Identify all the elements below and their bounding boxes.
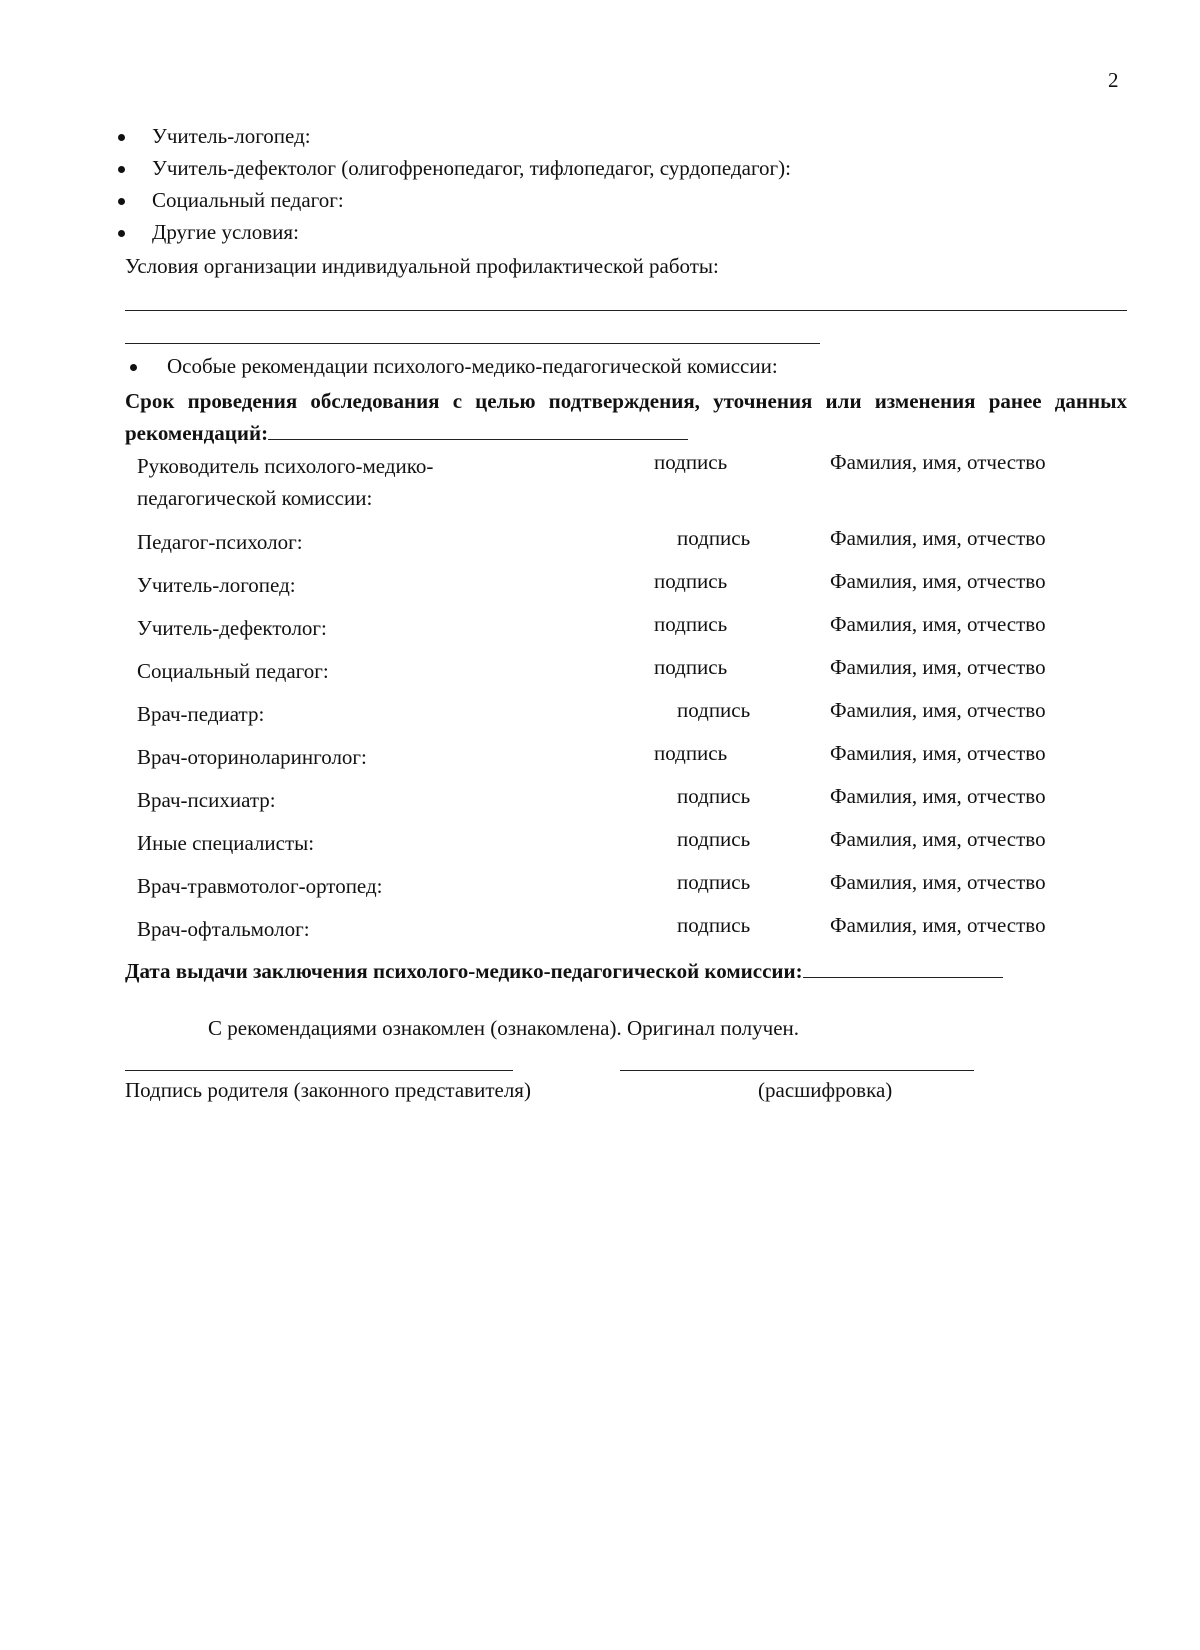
signature-placeholder: подпись bbox=[654, 450, 728, 474]
bullet-text: Социальный педагог: bbox=[152, 188, 344, 212]
full-name-placeholder: Фамилия, имя, отчество bbox=[830, 526, 1046, 550]
signatory-role: Иные специалисты: bbox=[137, 831, 315, 855]
signature-placeholder: подпись bbox=[654, 569, 728, 593]
bullet-icon bbox=[130, 364, 137, 371]
full-name-placeholder: Фамилия, имя, отчество bbox=[830, 827, 1046, 851]
signature-row bbox=[137, 450, 1097, 510]
parent-signature-label: Подпись родителя (законного представителя) bbox=[125, 1078, 531, 1102]
signatory-role: Учитель-дефектолог: bbox=[137, 616, 327, 640]
special-recommendations-label: Особые рекомендации психолого-медико-педагогической комиссии: bbox=[167, 354, 778, 378]
signature-row bbox=[137, 870, 1097, 900]
page-number: 2 bbox=[1108, 68, 1119, 92]
signatory-role: Социальный педагог: bbox=[137, 659, 329, 683]
conditions-bullet-list bbox=[112, 124, 791, 252]
special-recommendations-item bbox=[130, 354, 778, 379]
bullet-text: Учитель-логопед: bbox=[152, 124, 311, 148]
signatory-role: Врач-оториноларинголог: bbox=[137, 745, 367, 769]
signature-placeholder: подпись bbox=[677, 827, 751, 851]
prevention-conditions-fill-line bbox=[125, 310, 1127, 311]
full-name-placeholder: Фамилия, имя, отчество bbox=[830, 450, 1046, 474]
prevention-conditions-label: Условия организации индивидуальной профилактической работы: bbox=[125, 254, 719, 278]
full-name-placeholder: Фамилия, имя, отчество bbox=[830, 741, 1046, 765]
issue-date-fill-line bbox=[803, 955, 1003, 978]
signature-row bbox=[137, 655, 1097, 685]
signatory-role: Врач-педиатр: bbox=[137, 702, 265, 726]
issue-date-label: Дата выдачи заключения психолого-медико-педагогической комиссии: bbox=[125, 959, 803, 983]
signature-placeholder: подпись bbox=[677, 784, 751, 808]
signatory-role: Врач-психиатр: bbox=[137, 788, 276, 812]
full-name-placeholder: Фамилия, имя, отчество bbox=[830, 612, 1046, 636]
full-name-placeholder: Фамилия, имя, отчество bbox=[830, 870, 1046, 894]
full-name-placeholder: Фамилия, имя, отчество bbox=[830, 913, 1046, 937]
signature-row bbox=[137, 569, 1097, 599]
signature-row bbox=[137, 612, 1097, 642]
signatory-role: Руководитель психолого-медико-педагогической комиссии: bbox=[137, 454, 434, 510]
issue-date bbox=[125, 955, 1003, 984]
decoding-line bbox=[620, 1070, 974, 1071]
bullet-icon bbox=[118, 198, 125, 205]
bullet-item bbox=[112, 156, 791, 188]
bullet-item bbox=[112, 220, 791, 252]
bullet-icon bbox=[118, 230, 125, 237]
prevention-conditions-fill-line bbox=[125, 343, 820, 344]
signature-row bbox=[137, 784, 1097, 814]
signature-placeholder: подпись bbox=[677, 698, 751, 722]
signature-placeholder: подпись bbox=[654, 741, 728, 765]
signature-row bbox=[137, 741, 1097, 771]
signature-placeholder: подпись bbox=[677, 526, 751, 550]
signature-placeholder: подпись bbox=[654, 655, 728, 679]
signature-row bbox=[137, 526, 1097, 556]
full-name-placeholder: Фамилия, имя, отчество bbox=[830, 784, 1046, 808]
full-name-placeholder: Фамилия, имя, отчество bbox=[830, 698, 1046, 722]
signature-row bbox=[137, 827, 1097, 857]
bullet-text: Другие условия: bbox=[152, 220, 299, 244]
bullet-icon bbox=[118, 166, 125, 173]
decoding-label: (расшифровка) bbox=[758, 1078, 893, 1102]
signature-placeholder: подпись bbox=[677, 870, 751, 894]
examination-term bbox=[125, 386, 1127, 449]
signatory-role: Врач-офтальмолог: bbox=[137, 917, 310, 941]
bullet-icon bbox=[118, 134, 125, 141]
examination-term-fill-line bbox=[268, 417, 688, 440]
signatory-role: Учитель-логопед: bbox=[137, 573, 296, 597]
signature-placeholder: подпись bbox=[654, 612, 728, 636]
full-name-placeholder: Фамилия, имя, отчество bbox=[830, 655, 1046, 679]
bullet-item bbox=[112, 124, 791, 156]
parent-signature-line bbox=[125, 1070, 513, 1071]
bullet-text: Учитель-дефектолог (олигофренопедагог, тифлопедагог, сурдопедагог): bbox=[152, 156, 791, 180]
signatory-role: Педагог-психолог: bbox=[137, 530, 303, 554]
acknowledgement-text: С рекомендациями ознакомлен (ознакомлена). Оригинал получен. bbox=[208, 1016, 800, 1040]
full-name-placeholder: Фамилия, имя, отчество bbox=[830, 569, 1046, 593]
signatory-role: Врач-травмотолог-ортопед: bbox=[137, 874, 383, 898]
signature-row bbox=[137, 913, 1097, 943]
signature-row bbox=[137, 698, 1097, 728]
bullet-item bbox=[112, 188, 791, 220]
examination-term-label: Срок проведения обследования с целью подтверждения, уточнения или изменения ранее данных рекомендаций: bbox=[125, 389, 1127, 445]
signature-placeholder: подпись bbox=[677, 913, 751, 937]
